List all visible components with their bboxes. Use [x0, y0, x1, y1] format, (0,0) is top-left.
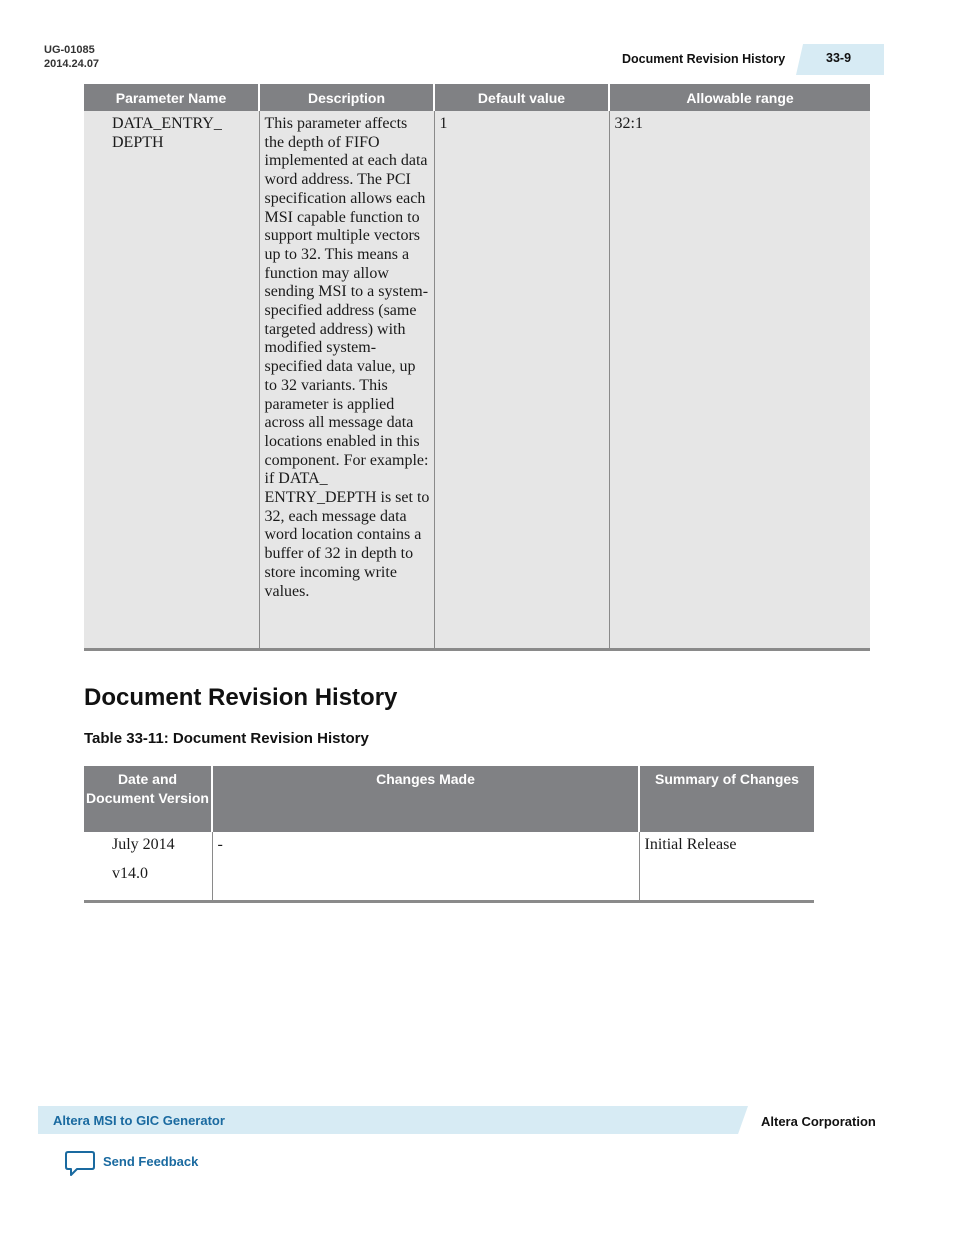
column-header: Changes Made — [212, 766, 639, 832]
column-header: Description — [259, 84, 434, 111]
column-header: Parameter Name — [84, 84, 259, 111]
revision-history-table — [84, 766, 814, 903]
send-feedback-link[interactable]: Send Feedback — [103, 1154, 199, 1169]
parameter-name-cell: DATA_ENTRY_ DEPTH — [84, 111, 259, 650]
column-header: Default value — [434, 84, 609, 111]
revision-date: July 2014 — [112, 836, 175, 853]
description-cell: This parameter affects the depth of FIFO implemented at each data word address. The PCI specification allows each MSI capable function to support multiple vectors up to 32. This means a function may allow sending MSI to a system-specified address (same targeted address) with modified system-specified data value, up to 32 variants. This parameter is applied across all message data locations enabled in this component. For example: if DATA_ ENTRY_DEPTH is set to 32, each message data word location contains a buffer of 32 in depth to store incoming write values. — [259, 111, 434, 650]
default-value-cell: 1 — [434, 111, 609, 650]
table-row — [84, 111, 870, 650]
date-version-cell — [84, 832, 212, 902]
speech-bubble-icon[interactable] — [65, 1150, 95, 1178]
revision-version: v14.0 — [112, 864, 148, 882]
footer-company: Altera Corporation — [761, 1114, 876, 1129]
column-header: Allowable range — [609, 84, 870, 111]
section-title: Document Revision History — [84, 684, 398, 711]
doc-date: 2014.24.07 — [44, 58, 100, 70]
document-id — [44, 43, 99, 71]
table-caption: Table 33-11: Document Revision History — [84, 730, 369, 747]
table-row — [84, 832, 814, 902]
table-header-row — [84, 766, 814, 832]
column-header: Summary of Changes — [639, 766, 814, 832]
footer-product-link[interactable]: Altera MSI to GIC Generator — [53, 1113, 225, 1128]
page-number: 33-9 — [826, 51, 852, 65]
doc-number: UG-01085 — [44, 44, 95, 56]
summary-cell: Initial Release — [644, 836, 737, 853]
allowable-range-cell: 32:1 — [609, 111, 870, 650]
table-header-row — [84, 84, 870, 111]
running-header-section: Document Revision History — [622, 52, 786, 66]
parameter-table — [84, 84, 870, 651]
column-header: Date and Document Version — [84, 766, 212, 832]
changes-made-cell: - — [212, 832, 639, 902]
